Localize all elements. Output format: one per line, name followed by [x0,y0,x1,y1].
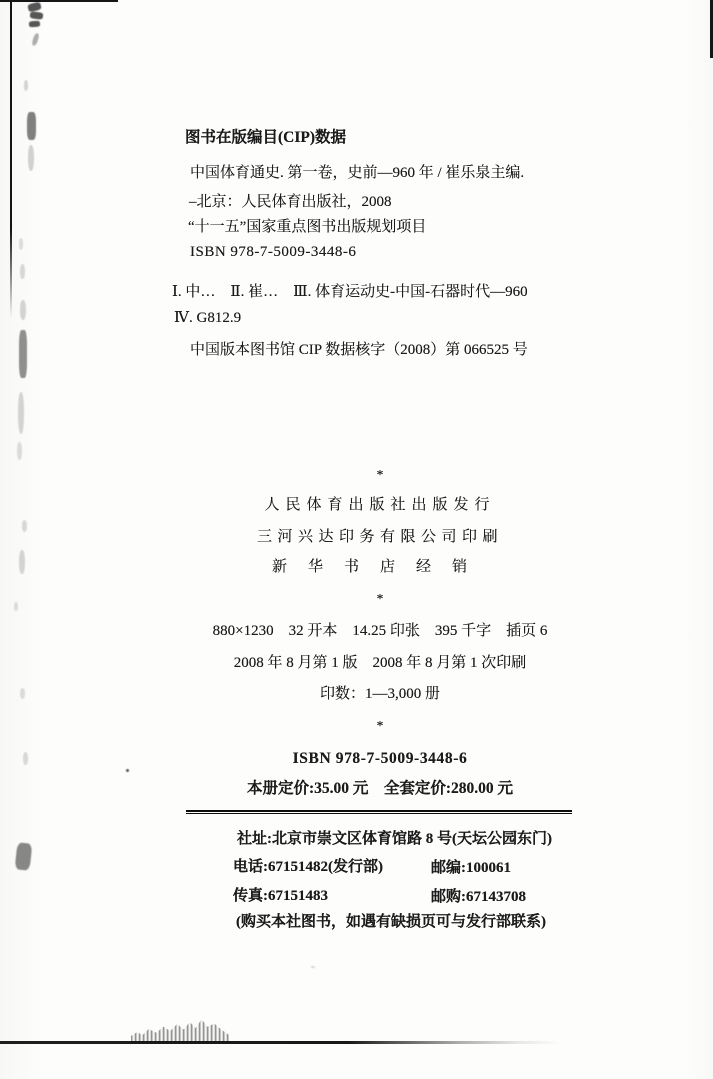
separator-star: * [376,468,384,483]
format-line: 880×1230 32 开本 14.25 印张 395 千字 插页 6 [212,623,548,639]
scan-edge-line-left [10,0,12,318]
scan-smudge [31,33,40,47]
separator-star: * [376,592,384,607]
scan-speck [311,966,315,968]
scan-smudge [30,11,44,20]
scan-speck [126,769,129,772]
cip-title-line: 中国体育通史. 第一卷，史前—960 年 / 崔乐泉主编. [190,165,525,181]
separator-star: * [376,719,384,734]
scan-smudge [19,238,23,250]
address-line: 社址:北京市崇文区体育馆路 8 号(天坛公园东门) [237,831,552,847]
scan-smudge [22,520,27,532]
scan-shadow-line [0,1041,562,1044]
price-line: 本册定价:35.00 元 全套定价:280.00 元 [246,780,514,797]
purchase-note-line: (购买本社图书，如遇有缺损页可与发行部联系) [236,914,546,930]
cip-record-line: 中国版本图书馆 CIP 数据核字（2008）第 066525 号 [190,342,528,358]
scan-smudge [19,550,25,574]
edition-line: 2008 年 8 月第 1 版 2008 年 8 月第 1 次印刷 [233,655,527,671]
isbn-line: ISBN 978-7-5009-3448-6 [292,750,468,767]
mail-order-line: 邮购:67143708 [431,889,526,905]
scan-edge-line-top [0,0,118,2]
cip-classification-line-1: Ⅰ. 中… Ⅱ. 崔… Ⅲ. 体育运动史-中国-石器时代—960 [172,284,528,300]
postcode-line: 邮编:100061 [431,860,511,876]
scan-shadow-blob [131,1016,229,1043]
scan-smudge [18,392,24,434]
double-rule-divider [186,810,572,814]
cip-publisher-line: –北京：人民体育出版社，2008 [189,194,392,210]
scan-smudge [19,330,27,378]
publisher-line: 人民体育出版社出版发行 [264,497,496,513]
printer-line: 三河兴达印务有限公司印刷 [256,529,503,545]
scan-smudge [15,842,33,870]
cip-header: 图书在版编目(CIP)数据 [185,129,347,146]
scan-smudge [20,300,26,320]
cip-project-line: “十一五”国家重点图书出版规划项目 [188,219,427,235]
cip-classification-line-2: Ⅳ. G812.9 [174,310,242,326]
scan-smudge [27,112,36,140]
scan-smudge [17,442,22,460]
scan-smudge [14,602,18,611]
scan-smudge [28,145,34,171]
phone-line: 电话:67151482(发行部) [233,859,383,875]
scan-smudge [24,80,28,91]
scan-smudge [23,752,28,765]
cip-isbn-line: ISBN 978-7-5009-3448-6 [190,244,357,260]
distributor-line: 新华书店经销 [271,559,488,575]
scan-smudge [20,688,25,699]
print-run-line: 印数：1—3,000 册 [319,686,440,702]
scan-smudge [29,21,40,28]
fax-line: 传真:67151483 [233,888,328,904]
scan-smudge [20,264,25,279]
